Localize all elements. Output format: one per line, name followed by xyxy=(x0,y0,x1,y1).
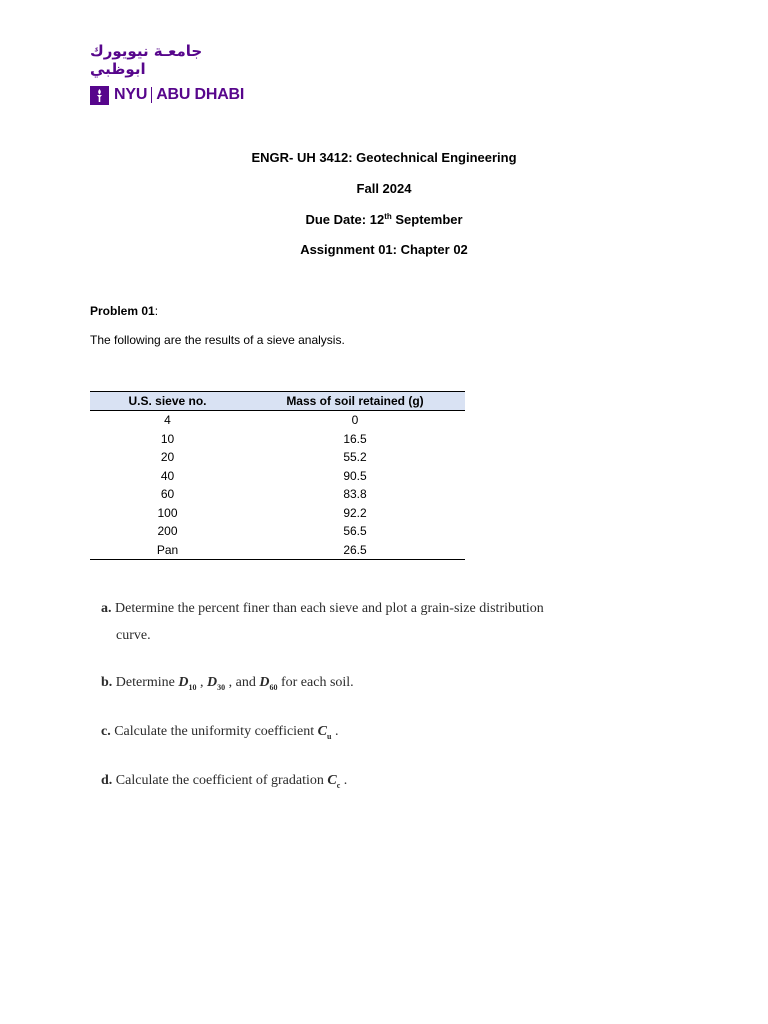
mass-cell: 92.2 xyxy=(343,505,367,520)
logo-arabic-text: جامعـة نيويورك ابوظبي xyxy=(90,42,203,78)
sieve-cell: 10 xyxy=(160,431,175,446)
mass-cell: 0 xyxy=(351,413,359,428)
column-header-sieve: U.S. sieve no. xyxy=(90,392,245,411)
mass-cell: 26.5 xyxy=(245,541,465,560)
table-row xyxy=(90,541,465,560)
sieve-cell: 40 xyxy=(160,468,175,483)
table-row xyxy=(90,504,465,523)
sieve-cell: 60 xyxy=(160,487,175,502)
symbol-cc xyxy=(327,773,340,788)
university-logo xyxy=(90,42,260,105)
symbol-d30-base: D xyxy=(207,675,218,690)
symbol-d30 xyxy=(207,675,225,690)
sieve-cell: 100 xyxy=(157,505,178,520)
question-b xyxy=(101,669,354,701)
question-b-pre: Determine xyxy=(115,675,179,690)
problem-intro: The following are the results of a sieve analysis. xyxy=(90,333,345,347)
symbol-d10-base: D xyxy=(178,675,189,690)
symbol-d60-base: D xyxy=(259,675,270,690)
question-c-label: c. xyxy=(101,724,111,739)
problem-title xyxy=(90,304,158,318)
question-b-label: b. xyxy=(101,675,113,690)
symbol-d60-sub: 60 xyxy=(269,682,278,692)
mass-cell: 56.5 xyxy=(343,524,367,539)
table-row xyxy=(90,485,465,504)
column-header-mass: Mass of soil retained (g) xyxy=(245,392,465,411)
symbol-cc-sub: c xyxy=(336,780,341,790)
question-b-post: for each soil. xyxy=(277,675,354,690)
symbol-cu xyxy=(318,724,332,739)
table-row xyxy=(90,430,465,449)
due-date-sup: th xyxy=(384,212,392,221)
course-title: ENGR- UH 3412: Geotechnical Engineering xyxy=(251,150,517,165)
assignment-title: Assignment 01: Chapter 02 xyxy=(300,242,468,257)
logo-abu-dhabi-text: ABU DHABI xyxy=(156,86,245,103)
logo-nyu-text: NYU xyxy=(114,86,148,103)
problem-title-text: Problem 01 xyxy=(90,304,155,318)
symbol-cu-sub: u xyxy=(327,731,332,741)
question-c-pre: Calculate the uniformity coefficient xyxy=(114,724,318,739)
question-b-sep1: , xyxy=(196,675,208,690)
sieve-cell: 200 xyxy=(157,524,178,539)
symbol-d10-sub: 10 xyxy=(188,682,197,692)
due-date-prefix: Due Date: 12 xyxy=(305,212,385,227)
logo-divider xyxy=(151,87,152,103)
term: Fall 2024 xyxy=(356,181,412,196)
due-date xyxy=(0,212,768,227)
problem-title-colon: : xyxy=(154,304,159,318)
question-d-label: d. xyxy=(101,773,113,788)
sieve-cell: 20 xyxy=(160,450,175,465)
question-c-post: . xyxy=(331,724,339,739)
mass-cell: 83.8 xyxy=(343,487,367,502)
table-row xyxy=(90,467,465,486)
torch-icon xyxy=(90,86,109,105)
question-d xyxy=(101,767,347,799)
question-a-label: a. xyxy=(101,601,112,616)
symbol-d10 xyxy=(178,675,196,690)
mass-cell: 90.5 xyxy=(343,468,367,483)
mass-cell: 16.5 xyxy=(343,431,367,446)
sieve-cell: 4 xyxy=(164,413,171,428)
mass-cell: 55.2 xyxy=(343,450,367,465)
question-d-pre: Calculate the coefficient of gradation xyxy=(115,773,328,788)
table-row xyxy=(90,448,465,467)
table-row xyxy=(90,411,465,430)
symbol-d30-sub: 30 xyxy=(217,682,226,692)
table-header-row xyxy=(90,392,465,411)
symbol-cu-base: C xyxy=(317,724,328,739)
sieve-cell: Pan xyxy=(90,541,245,560)
table-row xyxy=(90,522,465,541)
sieve-analysis-table xyxy=(90,391,465,560)
logo-row xyxy=(90,85,260,105)
symbol-cc-base: C xyxy=(327,773,337,788)
question-d-post: . xyxy=(340,773,348,788)
question-c xyxy=(101,718,338,750)
symbol-d60 xyxy=(259,675,277,690)
question-a-text: Determine the percent finer than each sieve and plot a grain-size distribution xyxy=(115,601,544,616)
question-a-continuation: curve. xyxy=(116,628,151,643)
due-date-suffix: September xyxy=(391,212,463,227)
question-a xyxy=(101,595,601,649)
question-b-sep2: , and xyxy=(225,675,260,690)
